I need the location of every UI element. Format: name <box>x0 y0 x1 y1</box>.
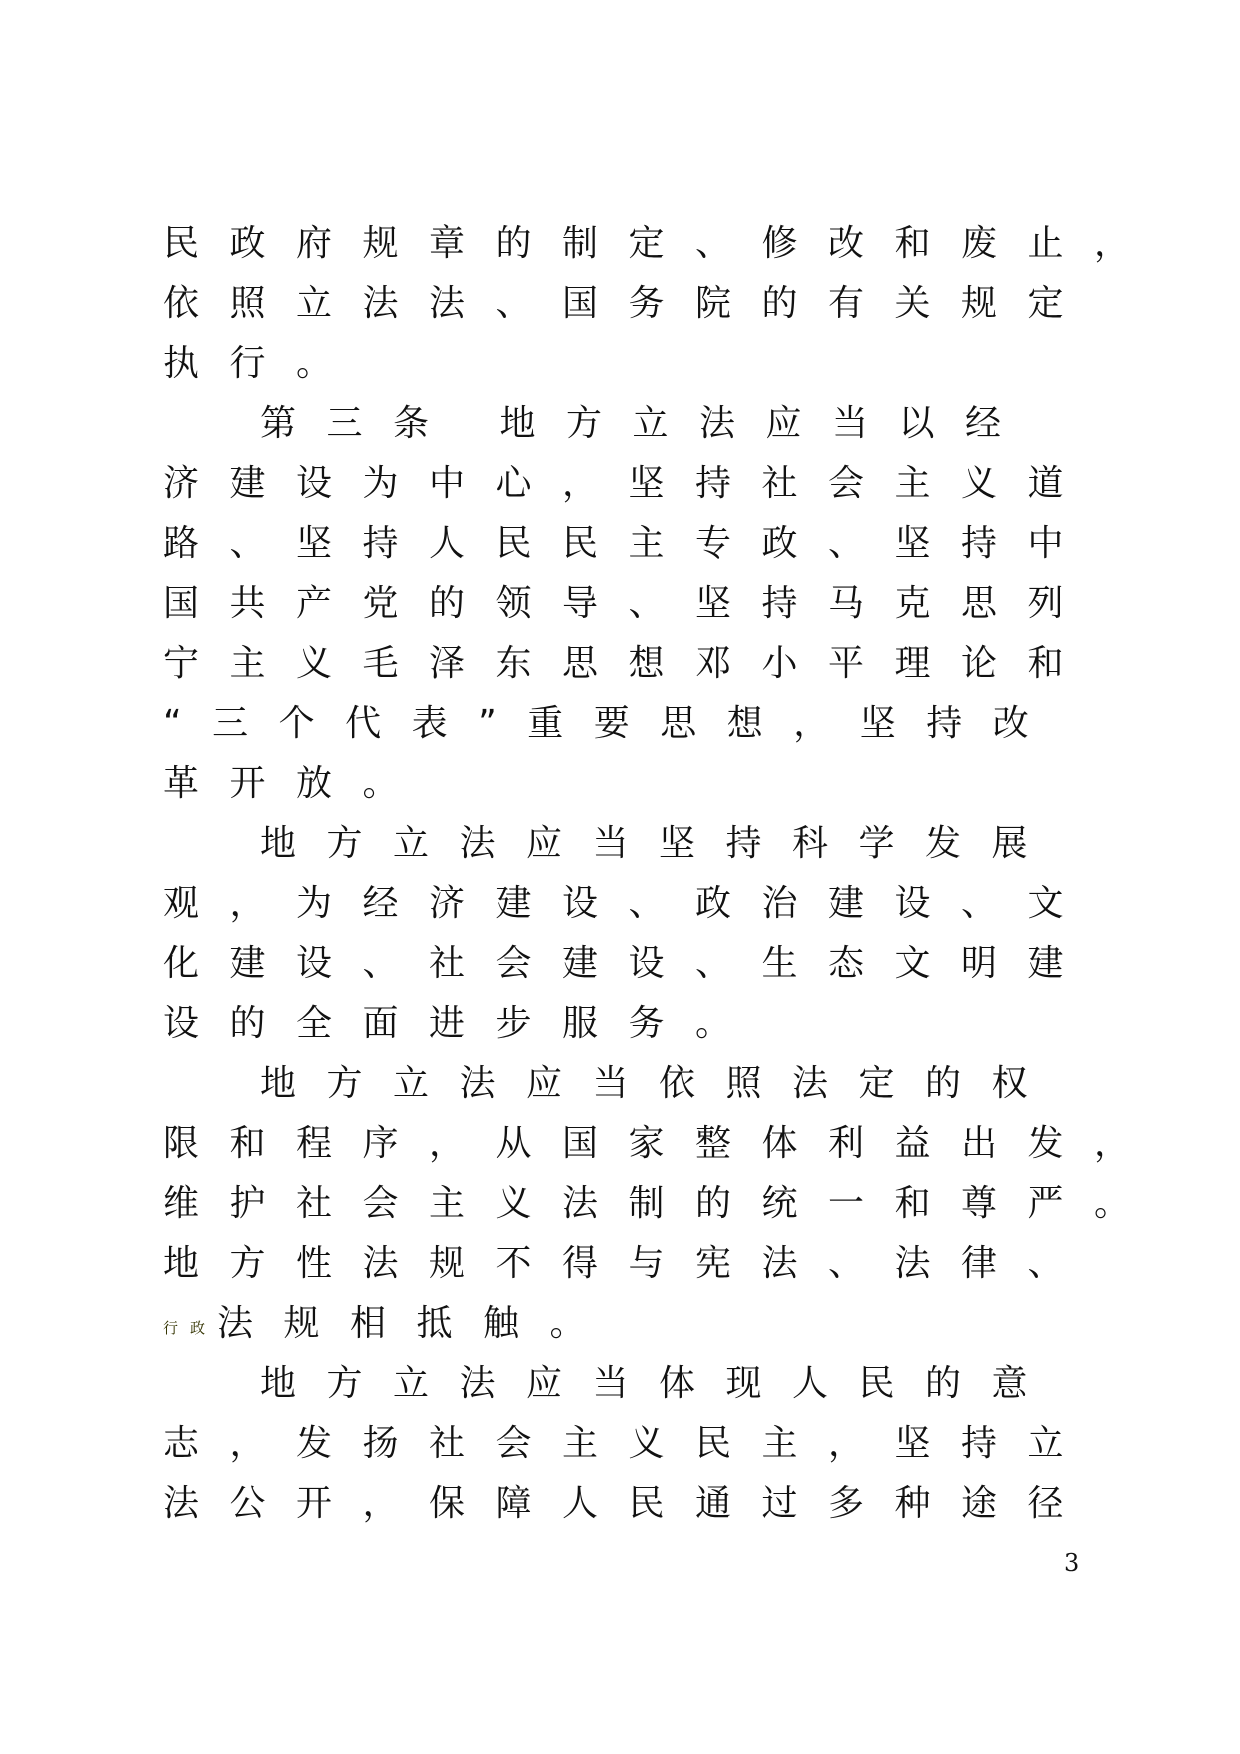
text-line: 国共产党的领导、坚持马克思列 <box>163 583 1095 624</box>
text-line: 观，为经济建设、政治建设、文 <box>163 883 1095 924</box>
text-line: 地方性法规不得与宪法、法律、 <box>163 1243 1095 1284</box>
text-line: 维护社会主义法制的统一和尊严。 <box>163 1183 1161 1224</box>
text-line: 限和程序，从国家整体利益出发， <box>163 1123 1161 1164</box>
text-line: 路、坚持人民民主专政、坚持中 <box>163 523 1095 564</box>
text-line: 志，发扬社会主义民主，坚持立 <box>163 1423 1095 1464</box>
text-line: 宁主义毛泽东思想邓小平理论和 <box>163 643 1095 684</box>
text-line: 法公开，保障人民通过多种途径 <box>163 1483 1095 1524</box>
text-line: 民政府规章的制定、修改和废止， <box>163 223 1161 264</box>
text-line: 设的全面进步服务。 <box>163 1003 762 1044</box>
line-text: 法规相抵触。 <box>217 1303 617 1344</box>
article-text: 地方立法应当以经 <box>499 403 1032 444</box>
small-text: 行政 <box>163 1319 218 1337</box>
text-line: 执行。 <box>163 343 363 384</box>
article-heading-line <box>260 402 1240 446</box>
article-number: 第三条 <box>260 403 460 444</box>
paragraph-start-line: 地方立法应当依照法定的权 <box>260 1063 1059 1104</box>
paragraph-start-line: 地方立法应当体现人民的意 <box>260 1363 1059 1404</box>
page-number: 3 <box>1064 1549 1080 1577</box>
text-line: 化建设、社会建设、生态文明建 <box>163 943 1095 984</box>
text-line: 依照立法法、国务院的有关规定 <box>163 283 1095 324</box>
paragraph-start-line: 地方立法应当坚持科学发展 <box>260 823 1059 864</box>
text-line <box>163 1302 1223 1346</box>
text-line: 济建设为中心，坚持社会主义道 <box>163 463 1095 504</box>
text-line: “三个代表”重要思想，坚持改 <box>163 703 1060 744</box>
text-line: 革开放。 <box>163 763 430 804</box>
